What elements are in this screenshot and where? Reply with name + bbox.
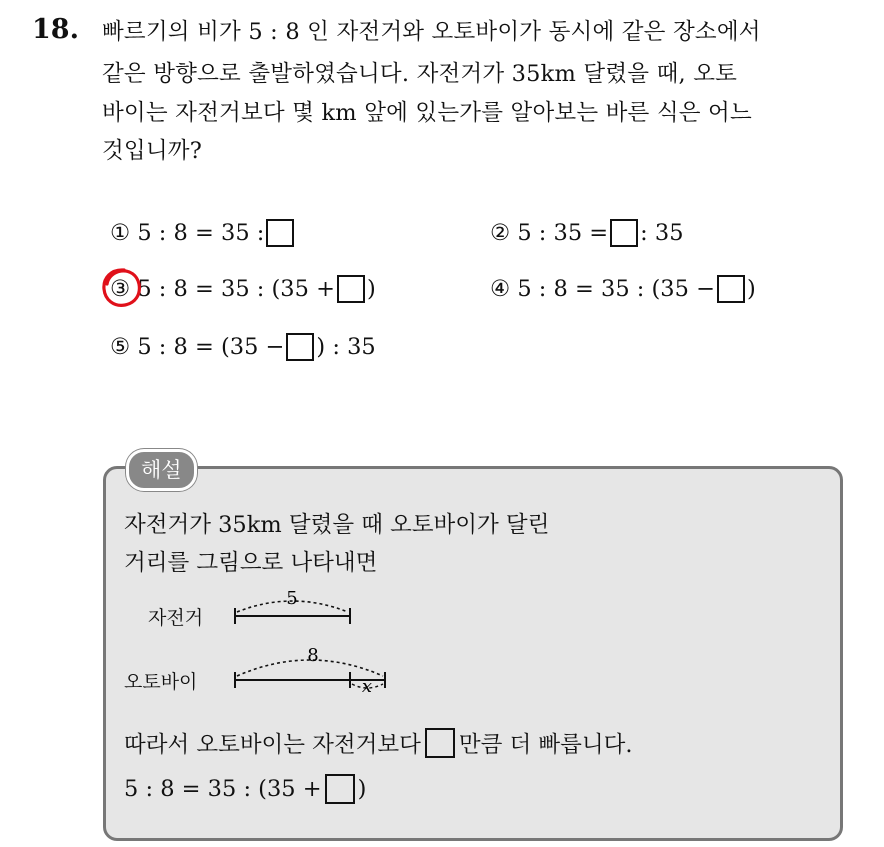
option-1-number: ① (110, 220, 131, 246)
explanation-line-1: 자전거가 35km 달렸을 때 오토바이가 달린 (124, 512, 550, 538)
option-2-expression-end: : 35 (640, 220, 684, 246)
explanation-line-3-start: 따라서 오토바이는 자전거보다 (124, 732, 421, 758)
extra-value: x (361, 676, 373, 694)
blank-box (325, 774, 355, 804)
option-4-number: ④ (490, 276, 511, 302)
option-2[interactable] (490, 219, 684, 247)
explanation-tag: 해설 (126, 449, 197, 491)
blank-box (425, 728, 455, 758)
question-line-1: 빠르기의 비가 5 : 8 인 자전거와 오토바이가 동시에 같은 장소에서 (102, 19, 761, 45)
equation-start: 5 : 8 = 35 : (35 + (124, 776, 322, 802)
option-3[interactable] (110, 275, 376, 303)
blank-box (266, 219, 294, 247)
bike-value: 5 (286, 588, 298, 609)
explanation-line-2: 거리를 그림으로 나타내면 (124, 550, 378, 576)
blank-box (717, 275, 745, 303)
option-3-expression-end: ) (366, 276, 376, 302)
option-5[interactable] (110, 333, 376, 361)
moto-value: 8 (307, 645, 319, 666)
option-2-expression: 5 : 35 = (517, 220, 609, 246)
blank-box (337, 275, 365, 303)
question-line-2: 같은 방향으로 출발하였습니다. 자전거가 35km 달렸을 때, 오토 (102, 61, 738, 87)
option-4-expression-end: ) (746, 276, 756, 302)
option-5-number: ⑤ (110, 334, 131, 360)
distance-diagram (225, 584, 405, 694)
option-5-expression: 5 : 8 = (35 − (137, 334, 285, 360)
option-1[interactable] (110, 219, 296, 247)
explanation-line-3 (124, 727, 632, 759)
explanation-equation (124, 774, 366, 804)
option-5-expression-end: ) : 35 (316, 334, 376, 360)
question-line-4: 것입니까? (102, 138, 203, 164)
motorbike-label: 오토바이 (124, 671, 198, 693)
blank-box (610, 219, 638, 247)
equation-end: ) (357, 776, 367, 802)
question-number: 18. (32, 14, 79, 45)
option-1-expression: 5 : 8 = 35 : (137, 220, 265, 246)
option-4-expression: 5 : 8 = 35 : (35 − (517, 276, 715, 302)
option-4[interactable] (490, 275, 756, 303)
blank-box (286, 333, 314, 361)
bike-label: 자전거 (148, 607, 204, 629)
option-3-number: ③ (110, 276, 131, 302)
option-2-number: ② (490, 220, 511, 246)
explanation-line-3-end: 만큼 더 빠릅니다. (458, 732, 633, 758)
question-line-3: 바이는 자전거보다 몇 km 앞에 있는가를 알아보는 바른 식은 어느 (102, 100, 752, 126)
option-3-expression: 5 : 8 = 35 : (35 + (137, 276, 335, 302)
